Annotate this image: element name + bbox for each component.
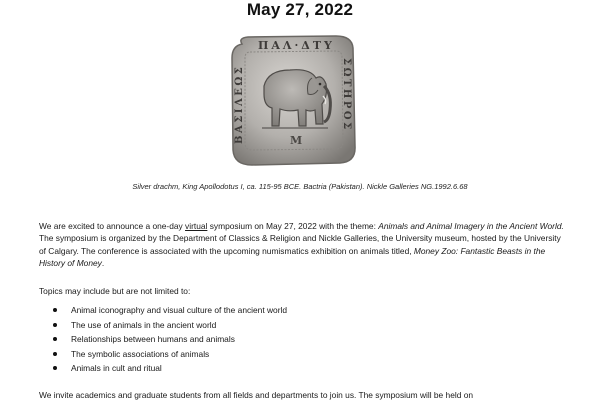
invitation-paragraph: We invite academics and graduate students from all fields and departments to join us. The symposium will be held on xyxy=(39,390,474,400)
intro-text-4: . xyxy=(101,257,105,268)
topics-heading: Topics may include but are not limited to: xyxy=(39,286,191,296)
svg-text:ΒΑΣΙΛΕΩΣ: ΒΑΣΙΛΕΩΣ xyxy=(234,64,245,144)
list-item xyxy=(53,362,287,377)
bullet-icon xyxy=(53,366,57,370)
event-date-heading: May 27, 2022 xyxy=(246,0,354,19)
virtual-underlined: virtual xyxy=(185,221,208,231)
intro-text-1: We are excited to announce a one-day xyxy=(39,221,186,231)
svg-text:M: M xyxy=(290,134,303,147)
list-item xyxy=(53,333,287,348)
svg-text:ΠΑΛ·ΔΤΥ: ΠΑΛ·ΔΤΥ xyxy=(258,39,335,52)
coin-caption: Silver drachm, King Apollodotus I, ca. 115-95 BCE. Bactria (Pakistan). Nickle Galleries NG.1992.6.68 xyxy=(132,182,468,191)
topic-text: The symbolic associations of animals xyxy=(71,348,210,359)
svg-text:ΣΩΤΗΡΟΣ: ΣΩΤΗΡΟΣ xyxy=(341,58,352,132)
bullet-icon xyxy=(53,352,57,356)
topic-text: Relationships between humans and animals xyxy=(71,334,235,345)
list-item xyxy=(53,319,287,334)
topic-text: The use of animals in the ancient world xyxy=(71,319,217,330)
intro-text-2: symposium on May 27, 2022 with the theme: xyxy=(207,221,379,231)
topic-text: Animals in cult and ritual xyxy=(71,363,162,374)
exhibition-title: Money Zoo: Fantastic Beasts in the History of Money xyxy=(39,245,546,268)
list-item xyxy=(53,304,287,319)
topic-text: Animal iconography and visual culture of the ancient world xyxy=(71,305,288,315)
topic-list xyxy=(53,304,287,377)
bullet-icon xyxy=(53,337,57,341)
silver-drachm-coin-icon xyxy=(228,34,358,168)
bullet-icon xyxy=(53,323,57,327)
symposium-theme: Animals and Animal Imagery in the Ancient World. xyxy=(378,221,564,231)
intro-text-3: The symposium is organized by the Department of Classics & Religion and Nickle Galleries, the University museum, hosted by the University of Calgary. The conference is associated with the upcoming numismatics exhibition on animals titled, xyxy=(39,233,561,256)
list-item xyxy=(53,348,287,363)
intro-paragraph xyxy=(39,220,569,269)
bullet-icon xyxy=(53,308,57,312)
